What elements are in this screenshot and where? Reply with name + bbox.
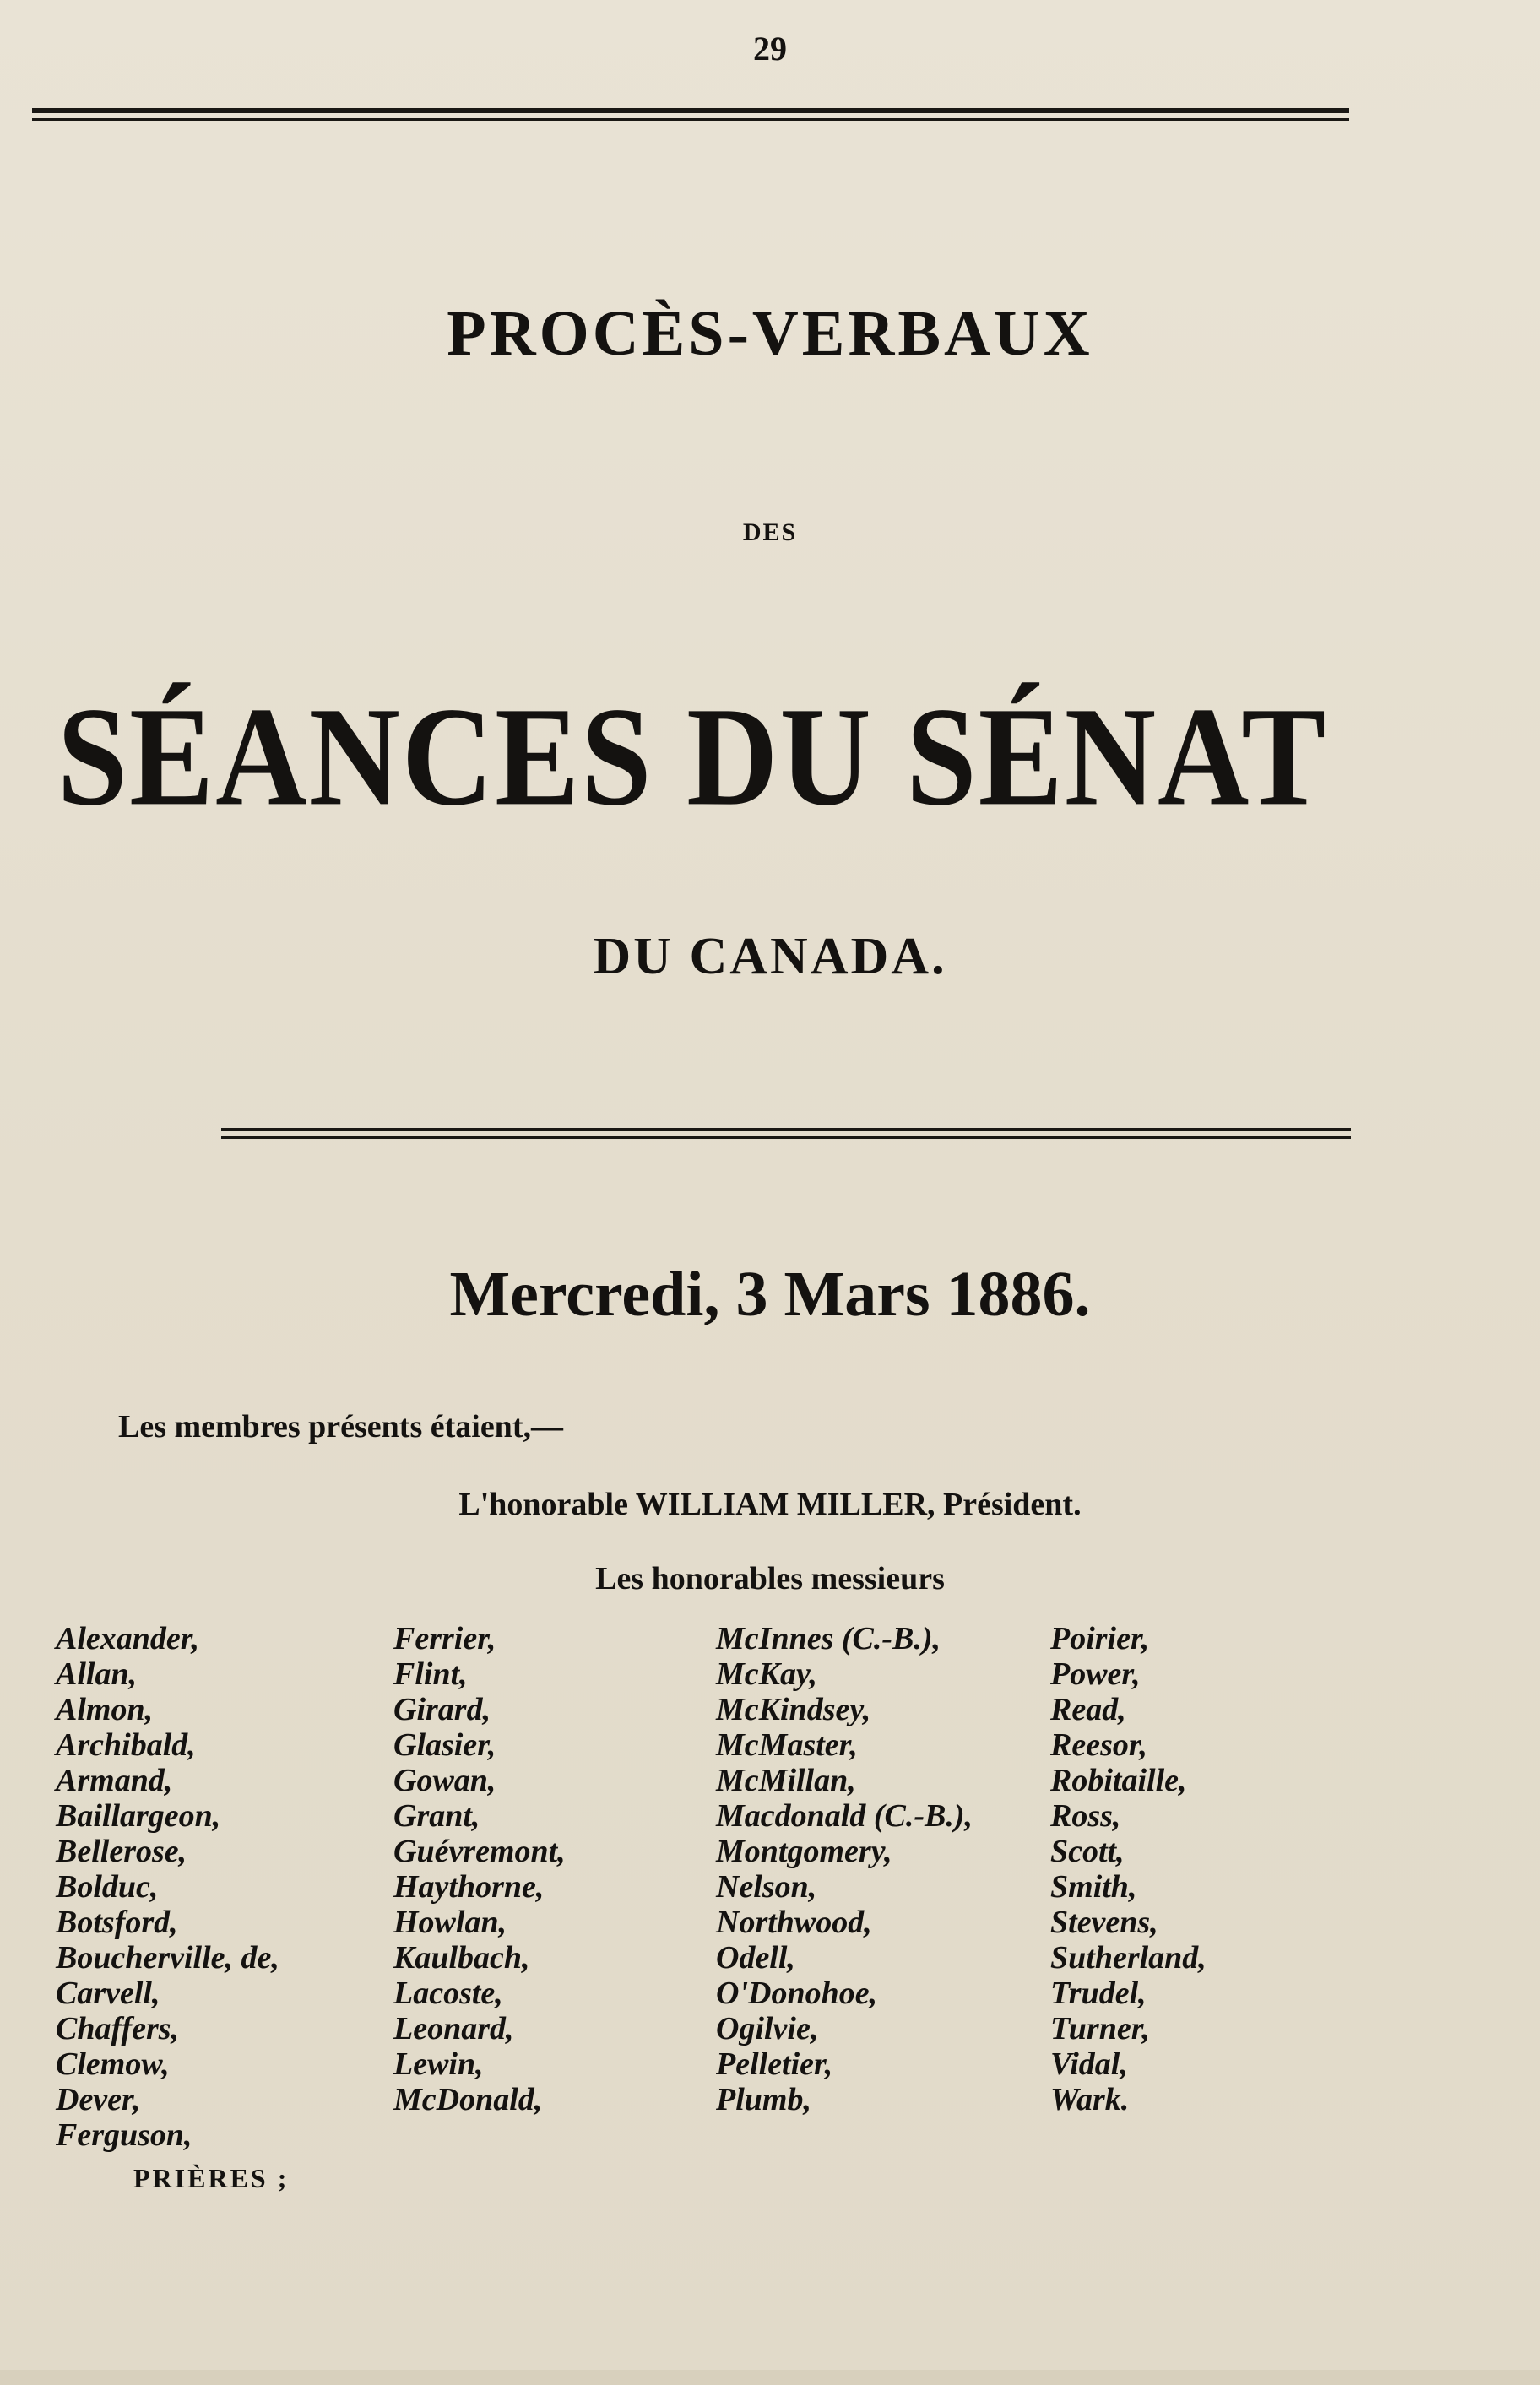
top-rule-thick <box>32 108 1349 113</box>
title-du-canada: DU CANADA. <box>593 928 947 985</box>
senator-name: Plumb, <box>716 2082 811 2117</box>
senator-name: Bellerose, <box>56 1834 187 1869</box>
senator-name: Ross, <box>1050 1798 1121 1834</box>
senator-column-3 <box>716 1621 1047 2153</box>
senator-name: Armand, <box>56 1763 173 1798</box>
senator-column-1 <box>56 1621 387 2153</box>
senator-name: Chaffers, <box>56 2011 180 2046</box>
senator-name: Reesor, <box>1050 1727 1148 1763</box>
senator-name: Bolduc, <box>56 1869 159 1905</box>
senator-name: Smith, <box>1050 1869 1137 1905</box>
senator-name: Carvell, <box>56 1976 160 2011</box>
senator-name: McMillan, <box>716 1763 856 1798</box>
senator-name: McMaster, <box>716 1727 858 1763</box>
senator-name: Macdonald (C.-B.), <box>716 1798 973 1834</box>
senator-name: Allan, <box>56 1656 138 1692</box>
senator-name: Grant, <box>393 1798 480 1834</box>
senator-name: Robitaille, <box>1050 1763 1187 1798</box>
senator-name: Stevens, <box>1050 1905 1158 1940</box>
senator-name: Nelson, <box>716 1869 817 1905</box>
senator-name: Turner, <box>1050 2011 1150 2046</box>
prayers-line: PRIÈRES ; <box>133 2163 290 2193</box>
senator-name: Montgomery, <box>716 1834 892 1869</box>
top-rule-thin <box>32 118 1349 121</box>
senator-name: Baillargeon, <box>56 1798 221 1834</box>
senator-name: Vidal, <box>1050 2046 1128 2082</box>
middle-rule-thin <box>221 1136 1351 1139</box>
senator-name: Boucherville, de, <box>56 1940 279 1976</box>
senator-name: Lewin, <box>393 2046 484 2082</box>
senator-name: Scott, <box>1050 1834 1125 1869</box>
senator-name: Trudel, <box>1050 1976 1147 2011</box>
senator-name: Northwood, <box>716 1905 872 1940</box>
senator-name: Power, <box>1050 1656 1141 1692</box>
senator-name: Botsford, <box>56 1905 178 1940</box>
honorables-heading: Les honorables messieurs <box>595 1561 945 1596</box>
senator-name: Read, <box>1050 1692 1126 1727</box>
senator-name: Guévremont, <box>393 1834 566 1869</box>
session-date: Mercredi, 3 Mars 1886. <box>449 1259 1091 1330</box>
senator-name: McDonald, <box>393 2082 543 2117</box>
senator-name: Ferrier, <box>393 1621 496 1656</box>
senator-list <box>56 1621 1339 2153</box>
senator-name: McKay, <box>716 1656 817 1692</box>
president-line: L'honorable WILLIAM MILLER, Président. <box>458 1487 1082 1522</box>
senator-name: Leonard, <box>393 2011 514 2046</box>
senator-name: Almon, <box>56 1692 154 1727</box>
senator-name: Pelletier, <box>716 2046 833 2082</box>
senator-name: Ogilvie, <box>716 2011 819 2046</box>
senator-name: Kaulbach, <box>393 1940 530 1976</box>
senator-name: Odell, <box>716 1940 795 1976</box>
senator-name: Archibald, <box>56 1727 196 1763</box>
senator-name: Howlan, <box>393 1905 507 1940</box>
senator-name: Clemow, <box>56 2046 170 2082</box>
senator-name: O'Donohoe, <box>716 1976 878 2011</box>
senator-name: Lacoste, <box>393 1976 503 2011</box>
senator-name: McKindsey, <box>716 1692 871 1727</box>
page-number: 29 <box>753 30 787 68</box>
senator-name: Dever, <box>56 2082 141 2117</box>
middle-rule-thick <box>221 1128 1351 1131</box>
senator-name: McInnes (C.-B.), <box>716 1621 941 1656</box>
senator-name: Ferguson, <box>56 2117 192 2153</box>
title-seances-du-senat: SÉANCES DU SÉNAT <box>57 678 1328 836</box>
senator-name: Wark. <box>1050 2082 1130 2117</box>
page-bottom-edge <box>0 2370 1540 2385</box>
title-des: DES <box>742 518 798 546</box>
members-intro: Les membres présents étaient,— <box>118 1409 563 1445</box>
senator-name: Girard, <box>393 1692 491 1727</box>
senator-name: Sutherland, <box>1050 1940 1207 1976</box>
senator-name: Alexander, <box>56 1621 199 1656</box>
senator-name: Gowan, <box>393 1763 496 1798</box>
senator-name: Poirier, <box>1050 1621 1150 1656</box>
senator-name: Flint, <box>393 1656 468 1692</box>
senator-column-4 <box>1047 1621 1339 2153</box>
title-proces-verbaux: PROCÈS-VERBAUX <box>447 298 1093 369</box>
senator-column-2 <box>387 1621 716 2153</box>
senator-name: Haythorne, <box>393 1869 545 1905</box>
senator-name: Glasier, <box>393 1727 496 1763</box>
